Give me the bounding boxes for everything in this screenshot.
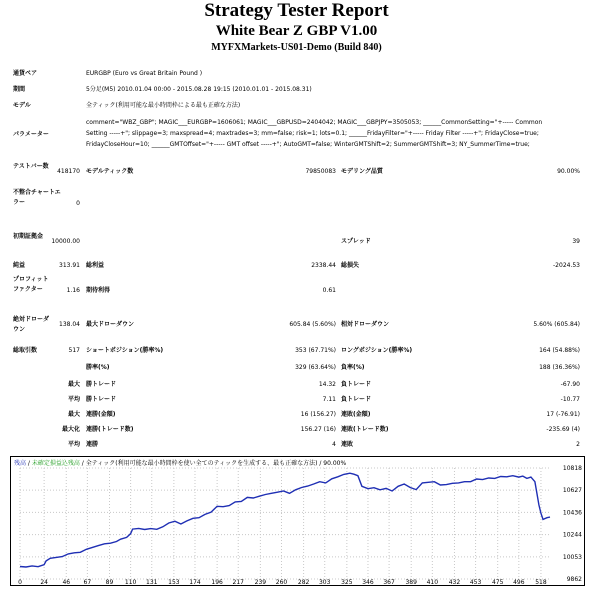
quality-value: 90.00% [557,168,580,175]
avg2-label: 平均 [67,441,80,448]
broker-build: MYFXMarkets-US01-Demo (Build 840) [211,42,382,53]
legend-equity: 未確定損益込残高 [31,460,80,467]
x-tick-label: 196 [211,579,223,586]
cons-loss-count-value: -235.69 (4) [546,426,580,433]
mismatch-label: 不整合チャートエラー [13,189,61,206]
avg-win-label: 勝トレード [86,396,117,403]
chart-frame [11,457,585,586]
x-tick-label: 67 [83,579,92,586]
gross-loss-label: 総損失 [341,262,360,269]
legend-sep-2: / [79,460,86,467]
pf-label: プロフィットファクター [13,276,49,293]
ticks-label: モデルティック数 [86,168,134,175]
total-value: 517 [68,347,80,354]
y-tick-label: 10818 [562,465,582,472]
y-tick-label: 10053 [562,553,582,561]
params-line-1: comment="WBZ_GBP"; MAGIC___EURGBP=1606061; MAGIC___GBPUSD=2404042; MAGIC___GBPJPY=3505053; ______CommonSetting="+----- Common [86,119,543,126]
y-tick-label: 10436 [562,509,582,517]
lose-label: 負率(%) [341,364,365,371]
max-dd-label: 最大ドローダウン [86,321,135,328]
long-value: 164 (54.88%) [539,347,580,354]
x-tick-label: 453 [469,579,482,586]
pair-value: EURGBP (Euro vs Great Britain Pound ) [86,70,203,77]
maxc-label: 最大化 [61,426,80,433]
y-tick-label: 10244 [562,531,582,539]
deposit-value: 10000.00 [51,238,80,245]
ea-name: White Bear Z GBP V1.00 [215,23,378,39]
ticks-value: 79850083 [305,168,336,175]
x-tick-label: 131 [146,579,158,586]
x-tick-label: 303 [318,579,331,586]
legend-quality: 90.00% [323,460,347,467]
legend-sep-3: / [317,460,324,467]
short-value: 353 (67.71%) [295,347,336,354]
balance-chart [10,456,585,586]
gross-profit-value: 2338.44 [311,262,336,269]
x-tick-label: 282 [297,579,310,586]
x-tick-label: 239 [254,579,267,586]
params-line-2: Setting -----+"; slippage=3; maxspread=4; maxtrades=3; mm=false; risk=1; lots=0.1; ______FridayFilter="+----- Friday Filter -----+"; FridayClose=true; [86,130,539,137]
net-value: 313.91 [59,262,80,269]
long-label: ロングポジション(勝率%) [341,347,413,354]
max-dd-value: 605.84 (5.60%) [289,321,336,328]
x-tick-label: 174 [189,579,201,586]
win-value: 329 (63.64%) [295,364,336,371]
chart-header [14,458,346,467]
x-tick-label: 46 [62,579,71,586]
bars-label: テストバー数 [13,163,49,170]
cons-loss-money-value: 17 (-76.91) [546,411,580,418]
spread-label: スプレッド [341,238,371,245]
avg-loss-value: -10.77 [560,396,580,403]
largest-loss-value: -67.90 [560,381,580,388]
largest-win-label: 勝トレード [86,381,117,388]
x-tick-label: 432 [448,579,461,586]
short-label: ショートポジション(勝率%) [86,347,164,354]
x-tick-label: 89 [105,579,114,586]
abs-dd-label: 絶対ドローダウン [13,316,50,333]
x-tick-label: 217 [232,579,244,586]
x-tick-label: 410 [426,579,439,586]
avg-label: 平均 [67,396,80,403]
model-label: モデル [13,102,31,109]
x-tick-label: 0 [18,579,22,586]
cons-loss-count-label: 連敗(トレード数) [341,426,389,433]
cons-win-money-label: 連勝(金額) [86,411,116,418]
x-tick-label: 153 [168,579,180,586]
cons-win-money-value: 16 (156.27) [300,411,336,418]
legend-balance: 残高 [14,460,27,467]
x-tick-label: 110 [124,579,137,586]
y-tick-label: 9862 [566,576,582,583]
deposit-label: 初期証拠金 [13,233,44,240]
y-tick-label: 10627 [562,487,582,495]
largest-loss-label: 負トレード [341,381,372,388]
legend-model: 全ティック(利用可能な最小時間枠を使い全てのティックを生成する、最も正確な方法) [85,460,318,467]
period-label: 期間 [13,86,26,93]
gross-loss-value: -2024.53 [553,262,580,269]
max2-label: 最大 [67,411,80,418]
avg-cons-loss-value: 2 [576,441,580,448]
spread-value: 39 [572,238,580,245]
report-title: Strategy Tester Report [204,0,389,21]
params-line-3: FridayCloseHour=10; ______GMTOffset="+----- GMT offset -----+"; AutoGMT=false; WinterGMTShift=2; SummerGMTShift=3; NY_SummerTime=true; [86,141,530,148]
x-tick-label: 260 [275,579,288,586]
rel-dd-value: 5.60% (605.84) [533,321,580,328]
total-label: 総取引数 [13,347,38,354]
win-label: 勝率(%) [86,364,110,371]
abs-dd-value: 138.04 [59,321,80,328]
quality-label: モデリング品質 [341,168,383,175]
x-tick-label: 325 [341,579,353,586]
gross-profit-label: 総利益 [86,262,105,269]
params-label: パラメーター [13,131,49,138]
lose-value: 188 (36.36%) [539,364,580,371]
avg-win-value: 7.11 [322,396,336,403]
x-tick-label: 518 [535,579,547,586]
avg-cons-win-value: 4 [332,441,336,448]
cons-win-count-value: 156.27 (16) [300,426,336,433]
avg-cons-win-label: 連勝 [86,441,99,448]
avg-cons-loss-label: 連敗 [341,441,354,448]
x-tick-label: 475 [491,579,504,586]
bars-value: 418170 [57,168,80,175]
cons-loss-money-label: 連敗(金額) [341,411,371,418]
x-tick-label: 24 [40,579,48,586]
largest-win-value: 14.32 [318,381,336,388]
rel-dd-label: 相対ドローダウン [341,321,390,328]
period-value: 5分足(M5) 2010.01.04 00:00 - 2015.08.28 19:15 (2010.01.01 - 2015.08.31) [86,86,312,93]
avg-loss-label: 負トレード [341,396,372,403]
pair-label: 通貨ペア [13,70,38,77]
expected-value: 0.61 [322,287,336,294]
pf-value: 1.16 [66,287,80,294]
legend-sep-1: / [26,460,32,467]
max-label: 最大 [67,381,80,388]
x-tick-label: 496 [513,579,525,586]
x-tick-label: 367 [383,579,395,586]
x-tick-label: 346 [362,579,374,586]
expected-label: 期待利得 [86,287,111,294]
mismatch-value: 0 [76,200,80,207]
model-value: 全ティック(利用可能な最小時間枠による最も正確な方法) [86,102,241,109]
cons-win-count-label: 連勝(トレード数) [86,426,134,433]
net-label: 純益 [13,262,26,269]
x-tick-label: 389 [405,579,417,586]
